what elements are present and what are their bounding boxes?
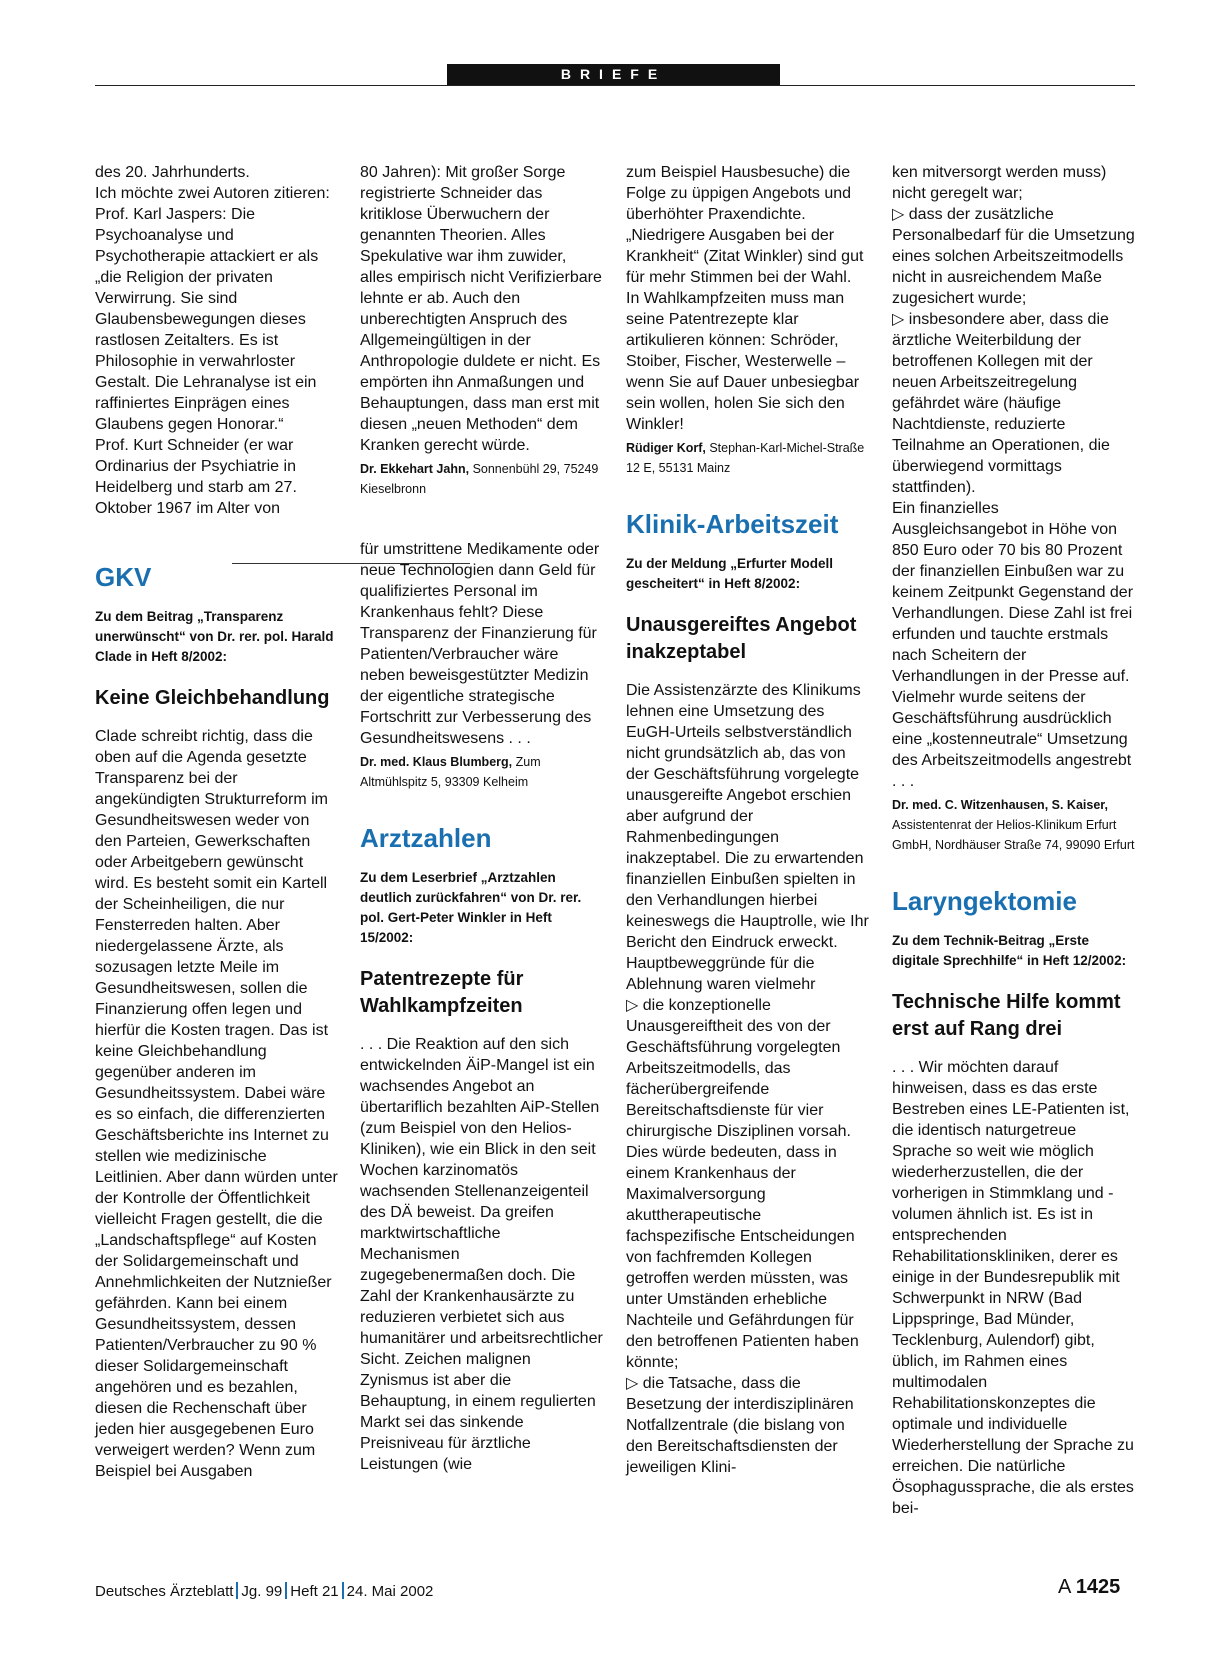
letter-signature <box>360 752 603 792</box>
header-rule <box>95 85 1135 86</box>
section-heading-klinik-arbeitszeit: Klinik-Arbeitszeit <box>626 509 839 539</box>
letter-title: Unausgereiftes Angebot inakzeptabel <box>626 614 857 663</box>
section-heading-arztzahlen: Arztzahlen <box>360 823 492 853</box>
letter-body: . . . Die Reaktion auf den sich entwickelnden ÄiP-Mangel ist ein wachsendes Angebot an übertariflich bezahlten AiP-Stellen (zum Beispiel von den Helios-Kliniken), wie ein Blick in den seit Wochen karzinomatös wachsenden Stellenanzeigenteil des DÄ beweist. Da greifen marktwirtschaftliche Mechanismen zugegebenermaßen doch. Die Zahl der Krankenhausärzte zu reduzieren verbietet sich aus humanitärer und arbeitsrechtlicher Sicht. Zeichen malignen Zynismus ist aber die Behauptung, in einem regulierten Markt sei das sinkende Preisniveau für ärztliche Leistungen (wie <box>360 1036 603 1473</box>
separator <box>236 1582 238 1599</box>
letter-title: Patentrezepte für Wahlkampfzeiten <box>360 968 524 1017</box>
letter-body: Die Assistenzärzte des Klinikums lehnen eine Umsetzung des EuGH-Urteils selbstverständlich nicht grundsätzlich ab, das von der Geschäftsführung vorgelegte unausgereifte Angebot erschien aber aufgrund der Rahmenbedingungen inakzeptabel. Die zu erwartenden finanziellen Einbußen spielten in den Verhandlungen hierbei keineswegs die Hauptrolle, wie Ihr Bericht den Eindruck erweckt. Hauptbeweggründe für die Ablehnung waren vielmehr <box>626 682 869 993</box>
author-name: Rüdiger Korf, <box>626 441 706 455</box>
article-reference: Zu dem Technik-Beitrag „Erste digitale Sprechhilfe“ in Heft 12/2002: <box>892 933 1127 968</box>
letter-body: für umstrittene Medikamente oder neue Technologien dann Geld für qualifiziertes Personal im Krankenhaus fehlt? Diese Transparenz der Finanzierung für Patienten/Verbraucher wäre neben beweisgestützter Medizin der eigentliche strategische Fortschritt zur Verbesserung des Gesundheitswesens . . . <box>360 541 600 747</box>
letter-body: Clade schreibt richtig, dass die oben auf die Agenda gesetzte Transparenz bei der angekündigten Strukturreform im Gesundheitswesen weder von den Parteien, Gewerkschaften oder Arbeitgebern gewünscht wird. Es besteht somit ein Kartell der Scheinheiligen, die nur Fensterreden halten. Aber niedergelassene Ärzte, als sozusagen letzte Meile im Gesundheitswesen, sollen die Finanzierung offen legen und hierfür die Kosten tragen. Das ist keine Gleichbehandlung gegenüber anderen im Gesundheitssystem. Dabei wäre es so einfach, die differenzierten Geschäftsberichte ins Internet zu stellen wie medizinische Leitlinien. Aber dann würden unter der Kontrolle der Öffentlichkeit vielleicht Fragen gestellt, die die „Landschaftspflege“ auf Kosten der Solidargemeinschaft und Annehmlichkeiten der Nutznießer gefährden. Kann bei einem Gesundheitssystem, dessen Patienten/Verbraucher zu 90 % dieser Solidargemeinschaft angehören und es bezahlen, diesen die Rechenschaft über jeden hier ausgegebenen Euro verweigert werden? Wenn zum Beispiel bei Ausgaben <box>95 728 338 1480</box>
issue-date: 24. Mai 2002 <box>346 1583 434 1600</box>
author-address: Zum Altmühlspitz 5, 93309 Kelheim <box>360 755 541 789</box>
triangle-bullet-icon: ▷ <box>892 206 905 223</box>
bullet-item: ▷ insbesondere aber, dass die ärztliche Weiterbildung der betroffenen Kollegen mit der neuen Arbeitszeitregelung gefährdet wäre (häufige Nachtdienste, reduzierte Teilnahme an Operationen, die überwiegend vormittags stattfinden). <box>892 311 1110 496</box>
author-name: Dr. Ekkehart Jahn, <box>360 462 470 476</box>
triangle-bullet-icon: ▷ <box>626 997 639 1014</box>
bullet-item: ▷ die konzeptionelle Unausgereiftheit des von der Geschäftsführung vorgelegten Arbeitszeitmodells, das fächerübergreifende Bereitschaftsdienste für vier chirurgische Disziplinen vorsah. Dies würde bedeuten, dass in einem Krankenhaus der Maximalversorgung akuttherapeutische fachspezifische Entscheidungen von fachfremden Kollegen getroffen werden müssten, was unter Umständen erhebliche Nachteile und Gefährdungen für den betroffenen Patienten haben könnte; <box>626 997 859 1371</box>
separator <box>342 1582 344 1599</box>
column-3 <box>626 162 869 1478</box>
article-reference: Zu dem Leserbrief „Arztzahlen deutlich zurückfahren“ von Dr. rer. pol. Gert-Peter Winkler in Heft 15/2002: <box>360 870 582 945</box>
column-1 <box>95 162 338 1482</box>
author-address: Sonnenbühl 29, 75249 Kieselbronn <box>360 462 599 496</box>
volume: Jg. 99 <box>241 1583 283 1600</box>
letter-signature <box>360 459 603 499</box>
bullet-item: ▷ die Tatsache, dass die Besetzung der interdisziplinären Notfallzentrale (die bislang von den Bereitschaftsdiensten der jeweiligen Klini- <box>626 1375 854 1476</box>
letter-title: Technische Hilfe kommt erst auf Rang drei <box>892 991 1121 1040</box>
footer-citation <box>95 1582 433 1600</box>
section-heading-laryngektomie: Laryngektomie <box>892 886 1077 916</box>
letter-body: . . . Wir möchten darauf hinweisen, dass es das erste Bestreben eines LE-Patienten ist, die identisch naturgetreue Sprache so weit wie möglich wiederherzustellen, die der vorherigen in Stimmklang und -volumen ähnlich ist. Es ist in entsprechenden Rehabilitationskliniken, derer es einige in der Bundesrepublik mit Schwerpunkt in NRW (Bad Lippspringe, Bad Münder, Tecklenburg, Aulendorf) gibt, üblich, im Rahmen eines multimodalen Rehabilitationskonzeptes die optimale und individuelle Wiederherstellung der Sprache zu erreichen. Die natürliche Ösophagussprache, die als erstes bei- <box>892 1059 1134 1517</box>
author-name: Dr. med. C. Witzenhausen, S. Kaiser, <box>892 798 1108 812</box>
paragraph: Ich möchte zwei Autoren zitieren: <box>95 185 330 202</box>
column-4 <box>892 162 1135 1519</box>
column-2 <box>360 162 603 1475</box>
paragraph: Prof. Kurt Schneider (er war Ordinarius der Psychiatrie in Heidelberg und starb am 27. Oktober 1967 im Alter von <box>95 437 297 517</box>
letter-body: Ein finanzielles Ausgleichsangebot in Höhe von 850 Euro oder 70 bis 80 Prozent der finanziellen Einbußen war zu keinem Zeitpunkt Gegenstand der Verhandlungen. Diese Zahl ist frei erfunden und tauchte erstmals nach Scheitern der Verhandlungen in der Presse auf. Vielmehr wurde seitens der Geschäftsführung ausdrücklich eine „kostenneutrale“ Umsetzung des Arbeitszeitmodells angestrebt . . . <box>892 500 1134 790</box>
paragraph: Prof. Karl Jaspers: Die Psychoanalyse und Psychotherapie attackiert er als „die Religion der privaten Verwirrung. Sie sind Glaubensbewegungen dieses rastlosen Zeitalters. Es ist Philosophie in verwahrloster Gestalt. Die Lehranalyse ist ein raffiniertes Einprägen eines Glaubens gegen Honorar.“ <box>95 206 319 433</box>
triangle-bullet-icon: ▷ <box>892 311 905 328</box>
letter-signature <box>626 438 869 478</box>
separator <box>285 1582 287 1599</box>
page-number: A 1425 <box>1058 1576 1121 1598</box>
author-address: Assistentenrat der Helios-Klinikum Erfurt GmbH, Nordhäuser Straße 74, 99090 Erfurt <box>892 818 1135 852</box>
article-reference: Zu dem Beitrag „Transparenz unerwünscht“ von Dr. rer. pol. Harald Clade in Heft 8/2002: <box>95 609 334 664</box>
bullet-item: ▷ dass der zusätzliche Personalbedarf für die Umsetzung eines solchen Arbeitszeitmodells nicht in ausreichendem Maße zugesichert wurde; <box>892 206 1135 307</box>
section-heading-gkv: GKV <box>95 562 152 592</box>
letter-body: ken mitversorgt werden muss) nicht geregelt war; <box>892 164 1107 202</box>
letter-title: Keine Gleichbehandlung <box>95 687 330 709</box>
letter-body: 80 Jahren): Mit großer Sorge registrierte Schneider das kritiklose Überwuchern der genannten Theorien. Alles Spekulative war ihm zuwider, alles empirisch nicht Verifizierbare lehnte er ab. Auch den unberechtigten Anspruch des Allgemeingültigen in der Anthropologie duldete er nicht. Es empörten ihn Anmaßungen und Behauptungen, dass man erst mit diesen „neuen Methoden“ dem Kranken gerecht würde. <box>360 164 602 454</box>
article-reference: Zu der Meldung „Erfurter Modell gescheitert“ in Heft 8/2002: <box>626 556 834 591</box>
author-address: Stephan-Karl-Michel-Straße 12 E, 55131 Mainz <box>626 441 865 475</box>
author-name: Dr. med. Klaus Blumberg, <box>360 755 513 769</box>
letter-body: zum Beispiel Hausbesuche) die Folge zu üppigen Angebots und überhöhter Praxendichte. „Niedrigere Ausgaben bei der Krankheit“ (Zitat Winkler) sind gut für mehr Stimmen bei der Wahl. In Wahlkampfzeiten muss man seine Patentrezepte klar artikulieren können: Schröder, Stoiber, Fischer, Westerwelle – wenn Sie auf Dauer unbesiegbar sein wollen, holen Sie sich den Winkler! <box>626 164 864 433</box>
triangle-bullet-icon: ▷ <box>626 1375 639 1392</box>
paragraph: des 20. Jahrhunderts. <box>95 164 250 181</box>
issue: Heft 21 <box>290 1583 339 1600</box>
section-header: BRIEFE <box>447 64 780 85</box>
journal-name: Deutsches Ärzteblatt <box>95 1583 234 1600</box>
letter-signature <box>892 795 1135 855</box>
